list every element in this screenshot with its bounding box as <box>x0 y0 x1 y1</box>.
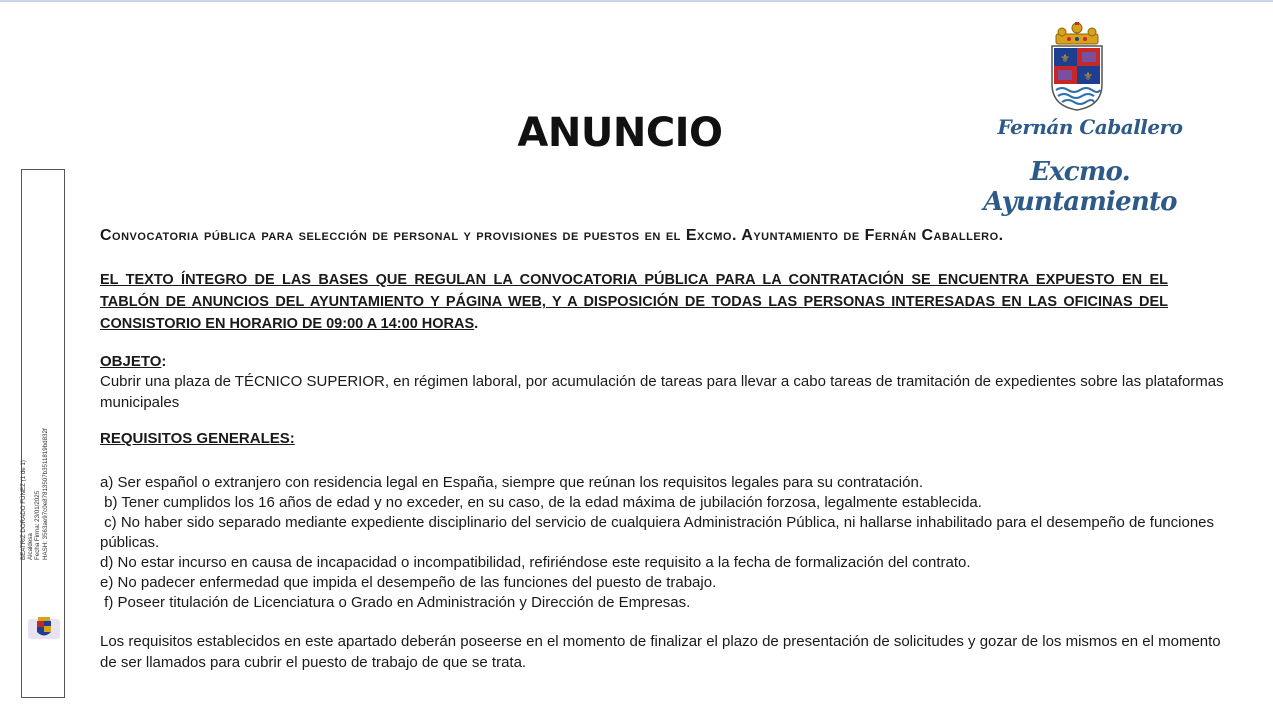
closing-paragraph: Los requisitos establecidos en este apartado deberán poseerse en el momento de finalizar el plazo de presentación de solicitudes y gozar de los mismos en el momento de ser llamados para cubrir el puesto de trabajo de que se trata. <box>100 633 1221 671</box>
svg-text:⚜: ⚜ <box>1083 70 1093 83</box>
announcement-body <box>100 225 1240 673</box>
list-item: e) No padecer enfermedad que impida el desempeño de las funciones del puesto de trabajo. <box>100 574 717 591</box>
signature-role: Alcaldesa <box>27 533 35 560</box>
page-title: ANUNCIO <box>517 110 723 156</box>
top-rule <box>0 0 1273 2</box>
list-item: d) No estar incurso en causa de incapacidad o incompatibilidad, refiriéndose este requisito a la fecha de formalización del contrato. <box>100 554 971 571</box>
notice-part-4: . <box>474 316 479 332</box>
notice-part-2: DEL AYUNTAMIENTO Y PÁGINA WEB, Y A DISPOSICIÓN DE TODAS LAS PERSONAS INTERESADAS EN LAS OFICINAS DEL CONSISTORIO EN HORARIO DE 09:00 A <box>100 294 1168 332</box>
list-item: a) Ser español o extranjero con residencia legal en España, siempre que reúnan los requisitos legales para su contratación. <box>100 474 923 491</box>
signature-hash: HASH: 3563ae97c0e87813507b3511819bd832f <box>41 428 49 560</box>
objeto-colon: : <box>161 353 167 370</box>
svg-text:⚜: ⚜ <box>1060 52 1070 65</box>
municipal-seal-icon <box>26 615 62 643</box>
signature-name: BEATRIZ DORADO FÚNEZ (1 de 1) <box>20 460 27 560</box>
list-item: f) Poseer titulación de Licenciatura o Grado en Administración y Dirección de Empresas. <box>100 594 691 611</box>
objeto-text: Cubrir una plaza de TÉCNICO SUPERIOR, en régimen laboral, por acumulación de tareas para llevar a cabo tareas de tramitación de expedientes sobre las plataformas municipales <box>100 373 1224 411</box>
signature-date: Fecha Firma: 23/01/2025 <box>34 490 42 560</box>
notice-part-3: 14:00 HORAS <box>376 316 475 332</box>
requisitos-section-label: REQUISITOS GENERALES: <box>100 430 295 447</box>
notice-paragraph <box>100 269 1168 335</box>
coat-of-arms-icon <box>1042 22 1112 112</box>
requisitos-list <box>100 473 1240 613</box>
logo-town-name: Fernán Caballero <box>997 115 1183 139</box>
logo-institution: Excmo. Ayuntamiento <box>983 157 1177 217</box>
list-item: c) No haber sido separado mediante expediente disciplinario del servicio de cualquiera Administración Pública, ni hallarse inhabilitado para el desempeño de funciones públicas. <box>100 514 1219 551</box>
objeto-label: OBJETO <box>100 353 162 370</box>
objeto-section-label <box>100 352 1240 372</box>
ayuntamiento-logo <box>960 20 1200 217</box>
notice-part-1: EL TEXTO ÍNTEGRO DE LAS BASES QUE REGULAN LA CONVOCATORIA PÚBLICA PARA LA CONTRATACIÓN SE ENCUENTRA EXPUESTO EN EL TABLÓN DE ANUNCIOS <box>100 272 1168 310</box>
list-item: b) Tener cumplidos los 16 años de edad y no exceder, en su caso, de la edad máxima de jubilación forzosa, legalmente establecida. <box>100 494 982 511</box>
signature-block <box>20 390 49 560</box>
announcement-heading: Convocatoria pública para selección de personal y provisiones de puestos en el Excmo. Ayuntamiento de Fernán Caballero. <box>100 227 1004 244</box>
